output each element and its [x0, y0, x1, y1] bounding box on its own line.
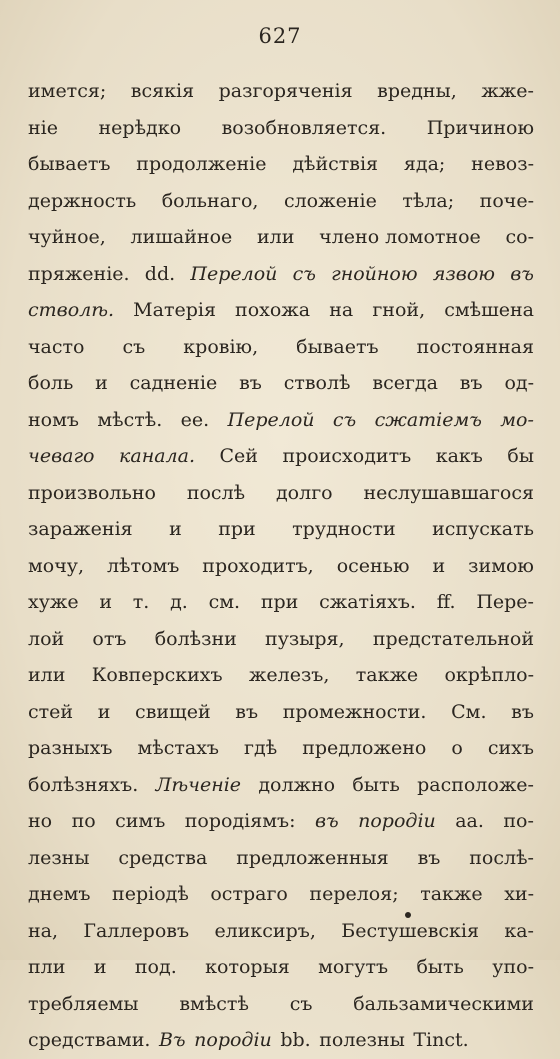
- word: сложеніе: [283, 189, 377, 212]
- text-line: [28, 146, 534, 183]
- word: но: [28, 810, 53, 832]
- italic-word: въ: [314, 810, 339, 832]
- word: и: [432, 554, 446, 577]
- italic-word: сжатіемъ: [374, 408, 482, 431]
- word: яда;: [403, 153, 446, 175]
- word: лишайное: [130, 226, 233, 248]
- word: всякія: [130, 80, 195, 102]
- word: быть: [416, 956, 464, 978]
- word: хуже: [28, 591, 79, 613]
- word: и: [95, 372, 108, 394]
- word: расположе-: [417, 773, 534, 796]
- text-line: [28, 73, 534, 110]
- italic-word: Перелой: [190, 262, 278, 285]
- text-line: [28, 803, 534, 840]
- italic-word: Въ: [158, 1029, 186, 1051]
- word: номъ: [28, 408, 79, 431]
- word: лѣтомъ: [106, 554, 180, 577]
- word: разныхъ: [28, 737, 113, 759]
- text-line: [28, 402, 534, 439]
- word: гдѣ: [244, 737, 278, 759]
- word: отъ: [92, 627, 127, 650]
- word: bb.: [280, 1029, 311, 1051]
- word: съ: [289, 992, 313, 1015]
- word: въ: [239, 372, 262, 394]
- word: держность: [28, 189, 137, 212]
- word: гной,: [372, 299, 426, 321]
- word: перелоя;: [309, 883, 399, 905]
- word: въ: [459, 372, 483, 394]
- word: послѣ-: [469, 846, 534, 869]
- word: вредны,: [377, 80, 457, 102]
- word: предстательной: [372, 627, 534, 650]
- word: свищей: [135, 700, 211, 723]
- text-line: [28, 657, 534, 694]
- word: съ: [122, 335, 146, 358]
- word: породіямъ:: [184, 810, 296, 832]
- word: мѣстѣ.: [97, 408, 163, 431]
- italic-word: породіи: [194, 1029, 272, 1051]
- text-line: [28, 876, 534, 913]
- word: испускать: [432, 518, 534, 540]
- word: д.: [170, 591, 188, 613]
- word: т.: [132, 591, 150, 613]
- word: нерѣдко: [98, 116, 182, 139]
- text-line: [28, 110, 534, 147]
- word: какъ: [435, 445, 483, 467]
- word: осенью: [336, 554, 410, 577]
- word: ніе: [28, 116, 58, 139]
- word: невоз-: [471, 153, 534, 175]
- word: по: [71, 810, 96, 832]
- word: предложенныя: [236, 846, 389, 869]
- word: тѣла;: [402, 189, 455, 212]
- italic-word: съ: [332, 408, 357, 431]
- text-line: [28, 183, 534, 220]
- italic-word: Лѣченіе: [155, 773, 242, 796]
- word: стволѣ: [283, 372, 351, 394]
- word: трудности: [292, 518, 396, 540]
- italic-word: гнойною: [331, 262, 418, 285]
- word: вмѣстѣ: [179, 992, 249, 1015]
- word: аа.: [455, 810, 484, 832]
- text-body: [28, 73, 534, 1059]
- text-line: [28, 694, 534, 731]
- text-line: [28, 438, 534, 475]
- word: проходитъ,: [202, 554, 314, 577]
- word: ff.: [436, 591, 456, 613]
- word: также: [355, 664, 419, 686]
- word: остраго: [210, 883, 288, 905]
- text-line: [28, 986, 534, 1023]
- word: могутъ: [318, 956, 389, 978]
- text-line: [28, 1022, 534, 1059]
- word: и: [169, 518, 182, 540]
- italic-word: съ: [292, 262, 316, 285]
- word: мѣстахъ: [137, 737, 220, 759]
- word: быть: [352, 773, 400, 796]
- word: под.: [134, 956, 177, 978]
- word: жже-: [481, 80, 534, 102]
- word: неслушавшагося: [363, 481, 534, 504]
- word: продолженіе: [136, 153, 267, 175]
- word: сжатіяхъ.: [319, 591, 416, 613]
- word: разгоряченія: [218, 80, 353, 102]
- word: лой: [28, 627, 65, 650]
- word: больнаго,: [161, 189, 259, 212]
- text-line: [28, 767, 534, 804]
- word: бы: [507, 445, 534, 467]
- word: бываетъ: [28, 153, 111, 175]
- word: возобновляется.: [221, 116, 387, 139]
- word: бываетъ: [296, 335, 379, 358]
- printer-mark: [405, 912, 411, 918]
- word: средства: [118, 846, 208, 869]
- word: Матерія: [133, 299, 216, 321]
- word: и: [93, 956, 107, 978]
- word: Ковперскихъ: [91, 664, 223, 686]
- word: Сей: [219, 445, 258, 467]
- word: Бестушевскія: [341, 919, 479, 942]
- word: пли: [28, 956, 66, 978]
- text-line: [28, 219, 534, 256]
- page-number: 627: [258, 24, 302, 48]
- word: дѣйствія: [292, 153, 379, 175]
- italic-word: канала.: [119, 445, 195, 467]
- word: имется;: [28, 80, 107, 102]
- text-line: [28, 584, 534, 621]
- word: постоянная: [416, 335, 534, 358]
- word: стей: [28, 700, 74, 723]
- word: и: [99, 591, 113, 613]
- word: которыя: [205, 956, 290, 978]
- text-line: [28, 256, 534, 293]
- word: послѣ: [186, 481, 246, 504]
- word: бальзамическими: [353, 992, 534, 1015]
- italic-word: чеваго: [28, 445, 95, 467]
- word: чуйное,: [28, 226, 106, 248]
- word: Причиною: [426, 116, 534, 139]
- word: со-: [505, 226, 534, 248]
- text-line: [28, 548, 534, 585]
- word: происходитъ: [282, 445, 412, 467]
- text-line: [28, 949, 534, 986]
- word: ее.: [180, 408, 210, 431]
- word: всегда: [372, 372, 438, 394]
- word: болѣзни: [154, 627, 237, 650]
- text-line: [28, 913, 534, 950]
- word: промежности.: [282, 700, 427, 723]
- text-line: [28, 730, 534, 767]
- italic-word: мо-: [500, 408, 534, 431]
- word: по-: [503, 810, 534, 832]
- word: на: [329, 299, 354, 321]
- italic-word: въ: [510, 262, 534, 285]
- text-line: [28, 365, 534, 402]
- text-line: [28, 329, 534, 366]
- word: въ: [235, 700, 259, 723]
- word: лезны: [28, 846, 90, 869]
- word: члено ломотное: [319, 226, 481, 248]
- text-line: [28, 511, 534, 548]
- word: требляемы: [28, 992, 139, 1015]
- italic-word: Перелой: [227, 408, 315, 431]
- word: на,: [28, 919, 59, 942]
- word: мочу,: [28, 554, 84, 577]
- word: боль: [28, 372, 74, 394]
- word: періодѣ: [112, 883, 189, 905]
- word: сихъ: [487, 737, 534, 759]
- word: Галлеровъ: [83, 919, 190, 942]
- word: предложено: [302, 737, 427, 759]
- word: также: [420, 883, 483, 905]
- word: и: [97, 700, 111, 723]
- text-line: [28, 621, 534, 658]
- word: См.: [451, 700, 487, 723]
- word: садненіе: [129, 372, 218, 394]
- text-line: [28, 840, 534, 877]
- word: ка-: [504, 919, 534, 942]
- word: зараженія: [28, 518, 133, 540]
- word: при: [218, 518, 256, 540]
- word: долго: [275, 481, 333, 504]
- word: dd.: [144, 262, 176, 285]
- text-line: [28, 292, 534, 329]
- word: зимою: [468, 554, 534, 577]
- word: упо-: [492, 956, 534, 978]
- word: см.: [208, 591, 241, 613]
- word: или: [28, 664, 66, 686]
- word: днемъ: [28, 883, 91, 905]
- text-line: [28, 475, 534, 512]
- word: должно: [258, 773, 336, 796]
- word: кровію,: [183, 335, 259, 358]
- word: од-: [504, 372, 534, 394]
- word: смѣшена: [444, 299, 534, 321]
- word: въ: [417, 846, 441, 869]
- italic-word: язвою: [432, 262, 495, 285]
- word: симъ: [115, 810, 166, 832]
- word: болѣзняхъ.: [28, 773, 139, 796]
- word: въ: [511, 700, 534, 723]
- word: произвольно: [28, 481, 156, 504]
- word: еликсиръ,: [214, 919, 316, 942]
- word: часто: [28, 335, 85, 358]
- word: при: [260, 591, 299, 613]
- italic-word: породіи: [358, 810, 436, 832]
- word: пузыря,: [265, 627, 345, 650]
- word: Tinct.: [413, 1029, 469, 1051]
- word: поче-: [479, 189, 534, 212]
- word: средствами.: [28, 1029, 151, 1051]
- word: окрѣпло-: [444, 664, 534, 686]
- italic-word: стволѣ.: [28, 299, 115, 321]
- word: хи-: [504, 883, 534, 905]
- word: полезны: [319, 1029, 405, 1051]
- word: или: [257, 226, 295, 248]
- word: пряженіе.: [28, 262, 130, 285]
- word: о: [451, 737, 463, 759]
- word: похожа: [235, 299, 311, 321]
- word: железъ,: [248, 664, 330, 686]
- word: Пере-: [476, 591, 534, 613]
